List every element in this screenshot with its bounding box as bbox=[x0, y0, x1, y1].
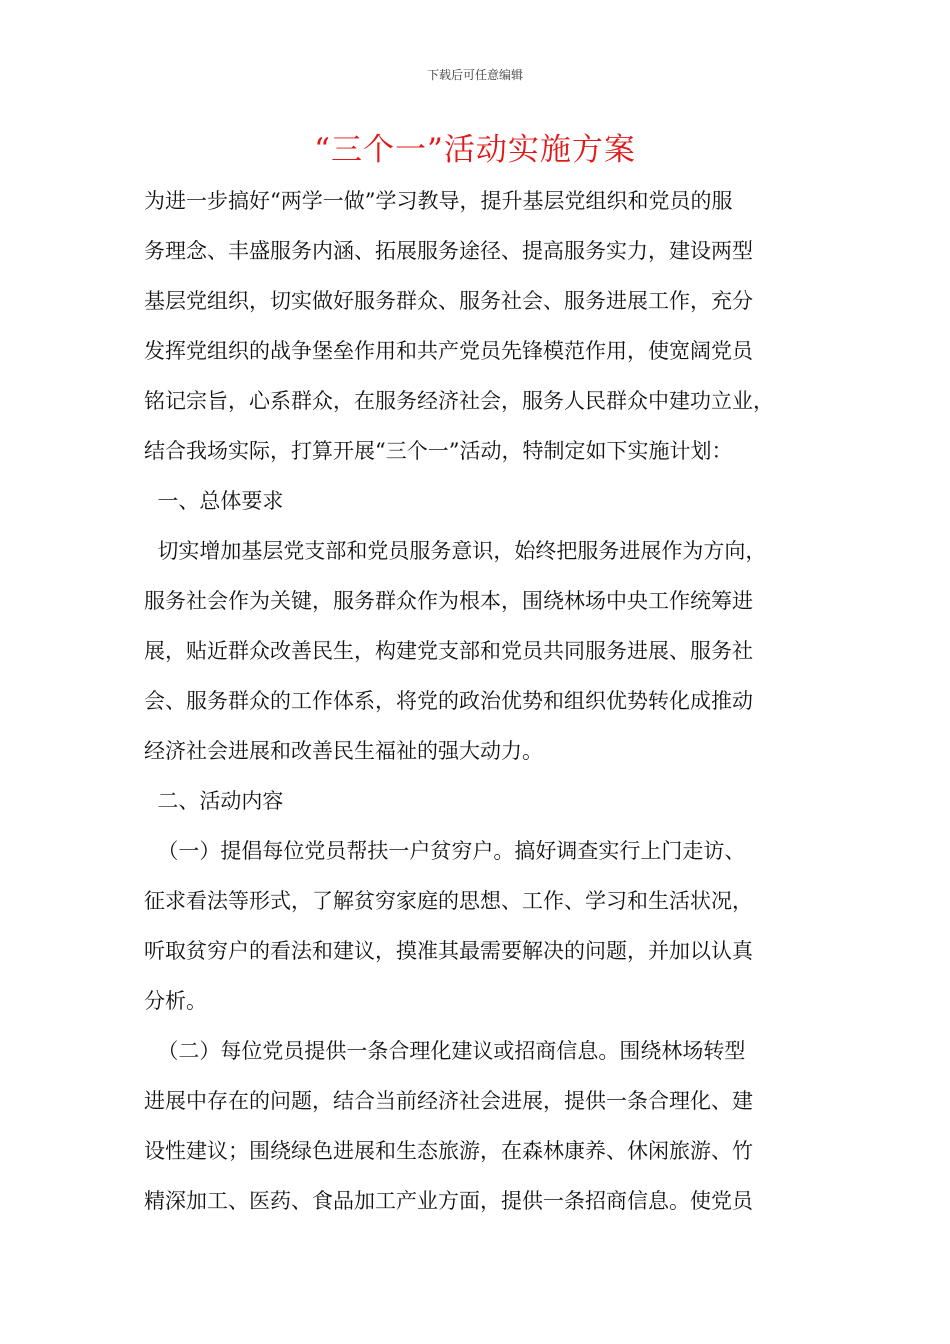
section-heading: 二、活动内容 bbox=[144, 789, 284, 813]
body-line: （一）提倡每位党员帮扶一户贫穷户。搞好调查实行上门走访、 bbox=[144, 839, 746, 863]
body-line: 会、服务群众的工作体系，将党的政治优势和组织优势转化成推动 bbox=[144, 689, 753, 713]
body-line: 展，贴近群众改善民生，构建党支部和党员共同服务进展、服务社 bbox=[144, 639, 753, 663]
body-line: 听取贫穷户的看法和建议，摸准其最需要解决的问题，并加以认真 bbox=[144, 939, 753, 963]
body-line: 征求看法等形式，了解贫穷家庭的思想、工作、学习和生活状况， bbox=[144, 889, 753, 913]
body-line: 发挥党组织的战争堡垒作用和共产党员先锋模范作用，使宽阔党员 bbox=[144, 339, 753, 363]
section-heading: 一、总体要求 bbox=[144, 489, 284, 513]
body-line: 分析。 bbox=[144, 989, 207, 1013]
body-line: 切实增加基层党支部和党员服务意识，始终把服务进展作为方向， bbox=[144, 539, 767, 563]
document-title: “三个一”活动实施方案 bbox=[314, 132, 636, 168]
body-line: 经济社会进展和改善民生福祉的强大动力。 bbox=[144, 739, 543, 763]
body-line: 铭记宗旨，心系群众，在服务经济社会，服务人民群众中建功立业， bbox=[144, 389, 774, 413]
body-line: 基层党组织，切实做好服务群众、服务社会、服务进展工作，充分 bbox=[144, 289, 753, 313]
body-line: 结合我场实际，打算开展“三个一”活动，特制定如下实施计划： bbox=[144, 439, 733, 463]
body-line: 服务社会作为关键，服务群众作为根本，围绕林场中央工作统筹进 bbox=[144, 589, 753, 613]
body-line: 为进一步搞好“两学一做”学习教导，提升基层党组织和党员的服 bbox=[144, 189, 733, 213]
body-line: 精深加工、医药、食品加工产业方面，提供一条招商信息。使党员 bbox=[144, 1189, 753, 1213]
body-line: 务理念、丰盛服务内涵、拓展服务途径、提高服务实力，建设两型 bbox=[144, 239, 753, 263]
body-line: （二）每位党员提供一条合理化建议或招商信息。围绕林场转型 bbox=[144, 1039, 746, 1063]
body-line: 进展中存在的问题，结合当前经济社会进展，提供一条合理化、建 bbox=[144, 1089, 753, 1113]
header-note: 下载后可任意编辑 bbox=[426, 68, 523, 82]
body-line: 设性建议；围绕绿色进展和生态旅游，在森林康养、休闲旅游、竹 bbox=[144, 1139, 753, 1163]
